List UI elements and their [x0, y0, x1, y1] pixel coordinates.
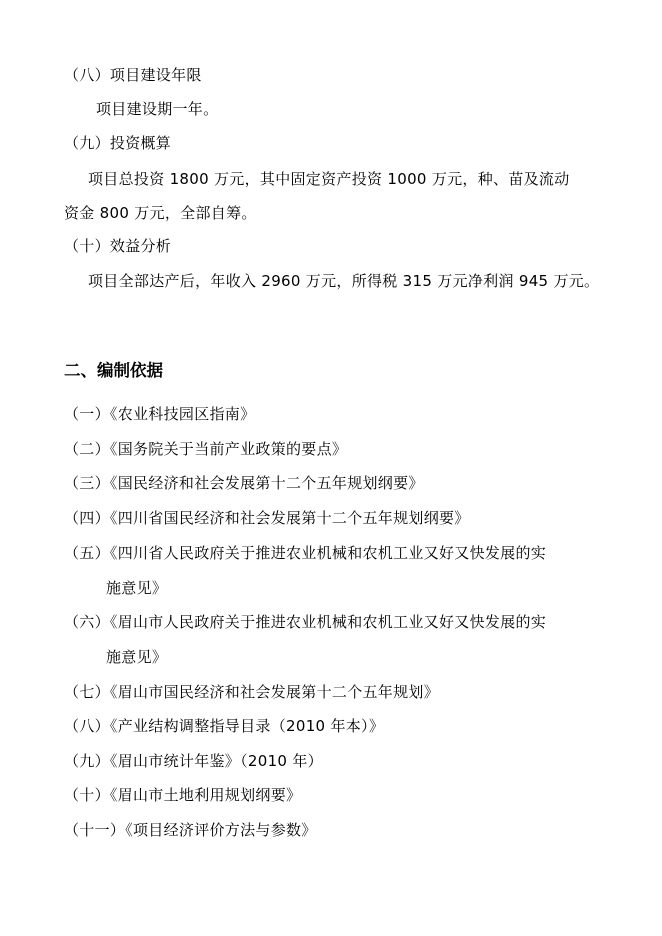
basis-item: （一）《农业科技园区指南》 [64, 405, 256, 423]
section-heading-benefit: （十）效益分析 [64, 237, 172, 255]
basis-item-continuation: 施意见》 [106, 579, 168, 597]
basis-item: （四）《四川省国民经济和社会发展第十二个五年规划纲要》 [64, 509, 470, 527]
basis-item: （八）《产业结构调整指导目录（2010 年本）》 [64, 717, 385, 735]
investment-text-line2: 资金 800 万元，全部自筹。 [64, 204, 257, 222]
basis-item: （十）《眉山市土地利用规划纲要》 [64, 786, 302, 804]
basis-item: （九）《眉山市统计年鉴》（2010 年） [64, 752, 323, 770]
basis-item: （三）《国民经济和社会发展第十二个五年规划纲要》 [64, 474, 424, 492]
basis-item: （六）《眉山市人民政府关于推进农业机械和农机工业又好又快发展的实 [64, 613, 547, 631]
basis-item: （七）《眉山市国民经济和社会发展第十二个五年规划》 [64, 683, 440, 701]
investment-text-line1: 项目总投资 1800 万元，其中固定资产投资 1000 万元，种、苗及流动 [88, 170, 570, 188]
section-heading-construction-period: （八）项目建设年限 [64, 66, 202, 84]
section-heading-investment: （九）投资概算 [64, 134, 172, 152]
basis-item: （十一）《项目经济评价方法与参数》 [64, 821, 317, 839]
construction-period-text: 项目建设期一年。 [96, 100, 219, 118]
basis-item: （二）《国务院关于当前产业政策的要点》 [64, 440, 348, 458]
section-title-basis: 二、编制依据 [64, 361, 163, 380]
basis-item-continuation: 施意见》 [106, 648, 168, 666]
basis-item: （五）《四川省人民政府关于推进农业机械和农机工业又好又快发展的实 [64, 544, 547, 562]
benefit-text: 项目全部达产后，年收入 2960 万元，所得税 315 万元净利润 945 万元。 [88, 272, 600, 290]
